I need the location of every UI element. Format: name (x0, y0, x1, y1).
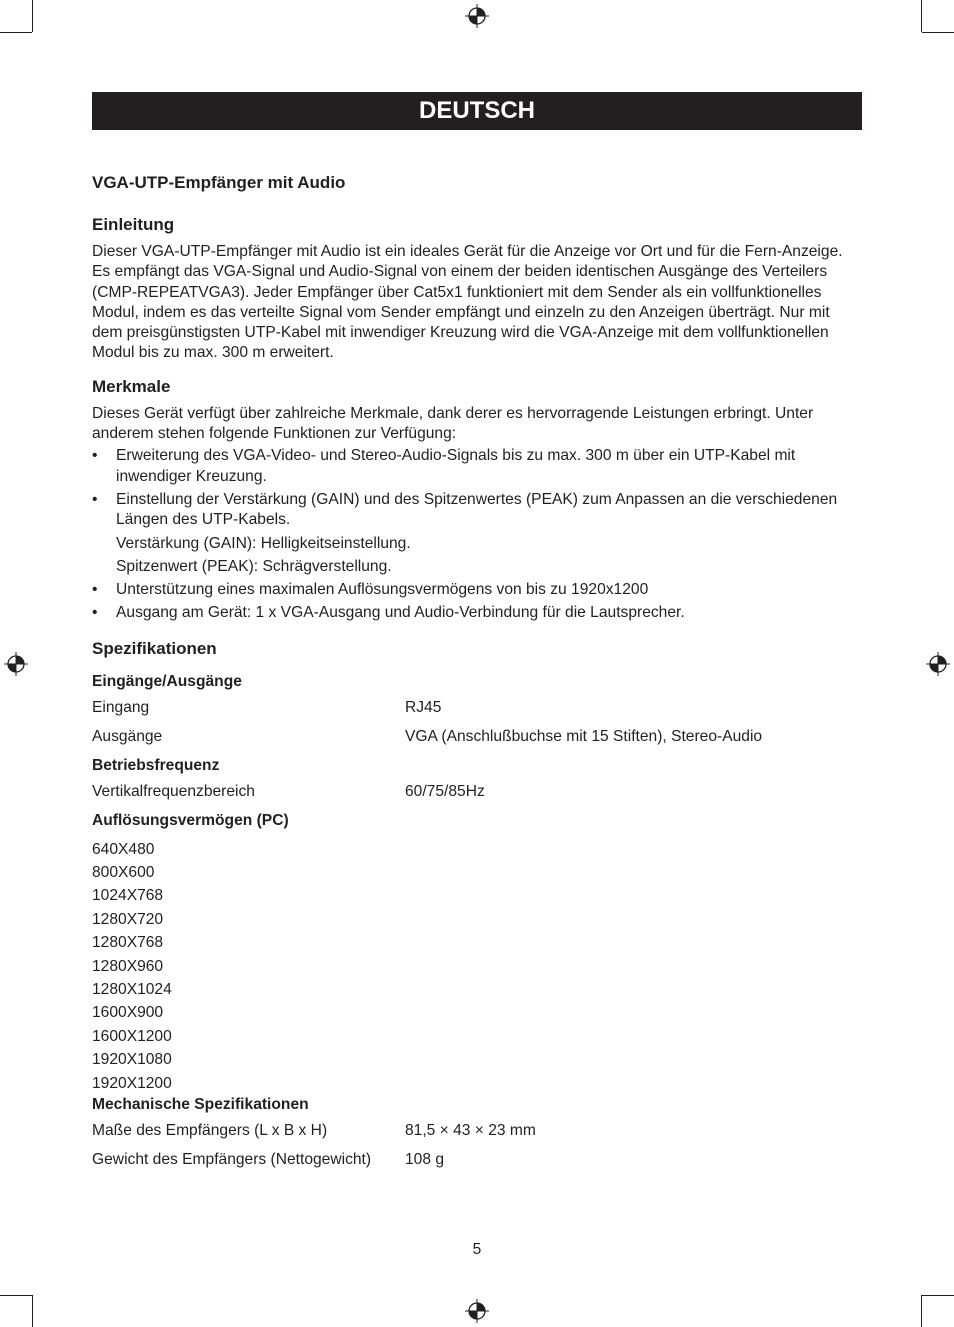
crop-mark-bottom-left-v (32, 1295, 33, 1327)
spec-key: Eingang (92, 699, 150, 717)
list-item (92, 603, 862, 623)
spec-key: Vertikalfrequenzbereich (92, 783, 255, 801)
list-item-subtext: Spitzenwert (PEAK): Schrägverstellung. (116, 557, 392, 575)
crop-mark-top-left-v (32, 0, 33, 32)
spec-value: 81,5 × 43 × 23 mm (405, 1122, 536, 1140)
spec-row (92, 1121, 862, 1150)
spec-group-title: Auflösungsvermögen (PC) (92, 812, 289, 830)
list-item (92, 580, 862, 600)
list-item: 1280X720 (92, 910, 164, 928)
list-item-text: Unterstützung eines maximalen Auflösungsvermögens von bis zu 1920x1200 (116, 581, 649, 599)
spec-value: 60/75/85Hz (405, 783, 485, 801)
section-heading-intro: Einleitung (92, 215, 175, 234)
list-item-text: Erweiterung des VGA-Video- und Stereo-Audio-Signals bis zu max. 300 m über ein UTP-Kabel mit inwendiger Kreuzung. (116, 447, 796, 485)
registration-mark-icon (926, 652, 950, 676)
list-item: 800X600 (92, 864, 155, 882)
crop-mark-bottom-left-h (0, 1295, 32, 1296)
list-item: 1600X1200 (92, 1027, 172, 1045)
bullet: • (92, 604, 98, 622)
spec-key: Gewicht des Empfängers (Nettogewicht) (92, 1151, 372, 1169)
spec-value: RJ45 (405, 699, 442, 717)
crop-mark-top-left-h (0, 32, 32, 33)
spec-row (92, 698, 862, 727)
list-item (92, 490, 862, 577)
spec-row (92, 1150, 862, 1179)
crop-mark-top-right-h (922, 32, 954, 33)
list-item: 1280X960 (92, 957, 164, 975)
features-list (92, 446, 862, 623)
features-intro-paragraph: Dieses Gerät verfügt über zahlreiche Merkmale, dank derer es hervorragende Leistungen erbringt. Unter anderem stehen folgende Funktionen zur Verfügung: (92, 404, 814, 443)
document-body (92, 172, 862, 1179)
list-item: 640X480 (92, 840, 155, 858)
registration-mark-icon (465, 1299, 489, 1323)
bullet: • (92, 581, 98, 599)
document-title: VGA-UTP-Empfänger mit Audio (92, 173, 346, 192)
registration-mark-icon (465, 4, 489, 28)
list-item: 1280X1024 (92, 981, 172, 999)
spec-value: VGA (Anschlußbuchse mit 15 Stiften), Stereo-Audio (405, 728, 763, 746)
spec-group-title: Betriebsfrequenz (92, 757, 220, 775)
registration-mark-icon (4, 652, 28, 676)
language-banner: DEUTSCH (92, 92, 862, 130)
intro-paragraph: Dieser VGA-UTP-Empfänger mit Audio ist ein ideales Gerät für die Anzeige vor Ort und für die Fern-Anzeige. Es empfängt das VGA-Signal und Audio-Signal von einem der beiden identischen Ausgänge des Verteilers (CMP-REPEATVGA3). Jeder Empfänger über Cat5x1 funktioniert mit dem Sender als ein vollfunktionelles Modul, indem es das verteilte Signal vom Sender empfängt und einzeln zu den Anzeigen überträgt. Nur mit dem preisgünstigsten UTP-Kabel mit inwendiger Kreuzung wird die VGA-Anzeige mit dem vollfunktionellen Modul bis zu max. 300 m erweitert. (92, 243, 843, 362)
list-item (92, 446, 862, 487)
spec-row (92, 782, 862, 811)
list-item-text: Einstellung der Verstärkung (GAIN) und des Spitzenwertes (PEAK) zum Anpassen an die verschiedenen Längen des UTP-Kabels. (116, 490, 838, 529)
bullet: • (92, 490, 98, 508)
list-item: 1920X1080 (92, 1051, 172, 1069)
list-item: 1600X900 (92, 1004, 164, 1022)
spec-key: Ausgänge (92, 728, 163, 746)
spec-group-title: Mechanische Spezifikationen (92, 1096, 309, 1114)
spec-key: Maße des Empfängers (L x B x H) (92, 1122, 328, 1140)
page-number: 5 (472, 1241, 482, 1258)
spec-value: 108 g (405, 1151, 445, 1169)
section-heading-specs: Spezifikationen (92, 638, 217, 658)
spec-group-title: Eingänge/Ausgänge (92, 672, 242, 690)
spec-row (92, 727, 862, 756)
list-item: 1280X768 (92, 934, 164, 952)
list-item: 1920X1200 (92, 1074, 172, 1092)
list-item: 1024X768 (92, 887, 164, 905)
crop-mark-bottom-right-h (922, 1295, 954, 1296)
list-item-subtext: Verstärkung (GAIN): Helligkeitseinstellung. (116, 534, 411, 552)
resolution-list (92, 838, 862, 1095)
section-heading-features: Merkmale (92, 376, 171, 396)
crop-mark-top-right-v (921, 0, 922, 32)
list-item-text: Ausgang am Gerät: 1 x VGA-Ausgang und Audio-Verbindung für die Lautsprecher. (116, 604, 685, 622)
bullet: • (92, 447, 98, 465)
crop-mark-bottom-right-v (921, 1295, 922, 1327)
